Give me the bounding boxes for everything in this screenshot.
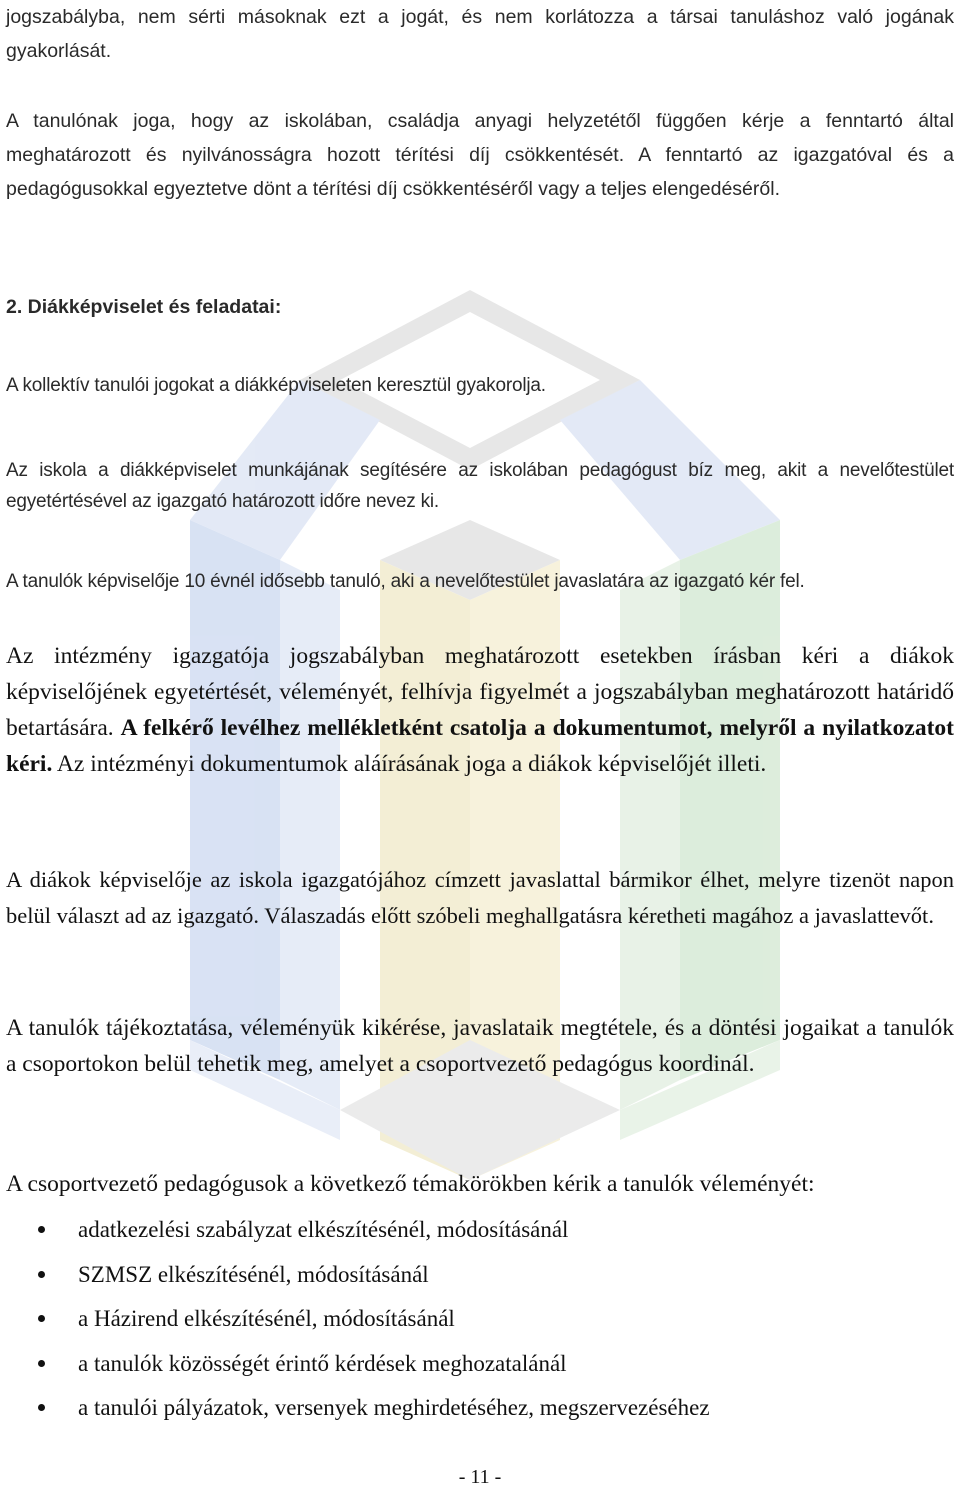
paragraph-student-information: A tanulók tájékoztatása, véleményük kikérése, javaslataik megtétele, és a döntési jogaikat a tanulók a csoportokon belül tehetik meg, amelyet a csoportvezető pedagógus koordinál. <box>6 1015 954 1077</box>
bullet-icon <box>38 1226 45 1233</box>
bullet-icon <box>38 1271 45 1278</box>
bullet-icon <box>38 1360 45 1367</box>
paragraph-student-representative: A tanulók képviselője 10 évnél idősebb tanuló, aki a nevelőtestület javaslatára az igazgató kér fel. <box>6 571 805 592</box>
paragraph-director-request-bold: A felkérő levélhez mellékletként csatolja a dokumentumot, melyről a nyilatkozatot kéri. <box>6 715 954 777</box>
topics-list <box>0 1210 710 1433</box>
bullet-icon <box>38 1315 45 1322</box>
paragraph-collective-rights: A kollektív tanulói jogokat a diákképviseleten keresztül gyakorolja. <box>6 375 546 396</box>
paragraph-director-request <box>6 638 954 782</box>
list-item: adatkezelési szabályzat elkészítésénél, módosításánál <box>0 1210 710 1255</box>
page-number: - 11 - <box>458 1466 502 1488</box>
paragraph-director-request-part1: Az intézmény igazgatója jogszabályban meghatározott esetekben írásban kéri a diákok képviselőjének egyetértését, véleményét, felhívja figyelmét a jogszabályban meghatározott határidő betartására. <box>6 643 954 741</box>
paragraph-director-request-part3: Az intézményi dokumentumok aláírásának joga a diákok képviselőjét illeti. <box>52 751 767 777</box>
list-item: SZMSZ elkészítésénél, módosításánál <box>0 1255 710 1300</box>
list-item: a tanulói pályázatok, versenyek meghirdetéséhez, megszervezéséhez <box>0 1388 710 1433</box>
paragraph-continuation: jogszabályba, nem sérti másoknak ezt a jogát, és nem korlátozza a társai tanuláshoz való jogának gyakorlását. <box>6 6 954 62</box>
paragraph-teacher-assignment: Az iskola a diákképviselet munkájának segítésére az iskolában pedagógust bíz meg, akit a nevelőtestület egyetértésével az igazgató határozott időre nevez ki. <box>6 460 954 512</box>
list-item: a tanulók közösségét érintő kérdések meghozatalánál <box>0 1344 710 1389</box>
paragraph-fee-reduction: A tanulónak joga, hogy az iskolában, családja anyagi helyzetétől függően kérje a fenntartó által meghatározott és nyilvánosságra hozott térítési díj csökkentését. A fenntartó az igazgatóval és a pedagógusokkal egyeztetve dönt a térítési díj csökkentéséről vagy a teljes elengedéséről. <box>6 110 954 200</box>
bullet-icon <box>38 1404 45 1411</box>
paragraph-topics-intro: A csoportvezető pedagógusok a következő témakörökben kérik a tanulók véleményét: <box>6 1171 815 1197</box>
list-item: a Házirend elkészítésénél, módosításánál <box>0 1299 710 1344</box>
section-heading: 2. Diákképviselet és feladatai: <box>6 296 282 318</box>
paragraph-student-proposal: A diákok képviselője az iskola igazgatójához címzett javaslattal bármikor élhet, melyre tizenöt napon belül választ ad az igazgató. Válaszadás előtt szóbeli meghallgatásra kéretheti magához a javaslattevőt. <box>6 867 954 928</box>
